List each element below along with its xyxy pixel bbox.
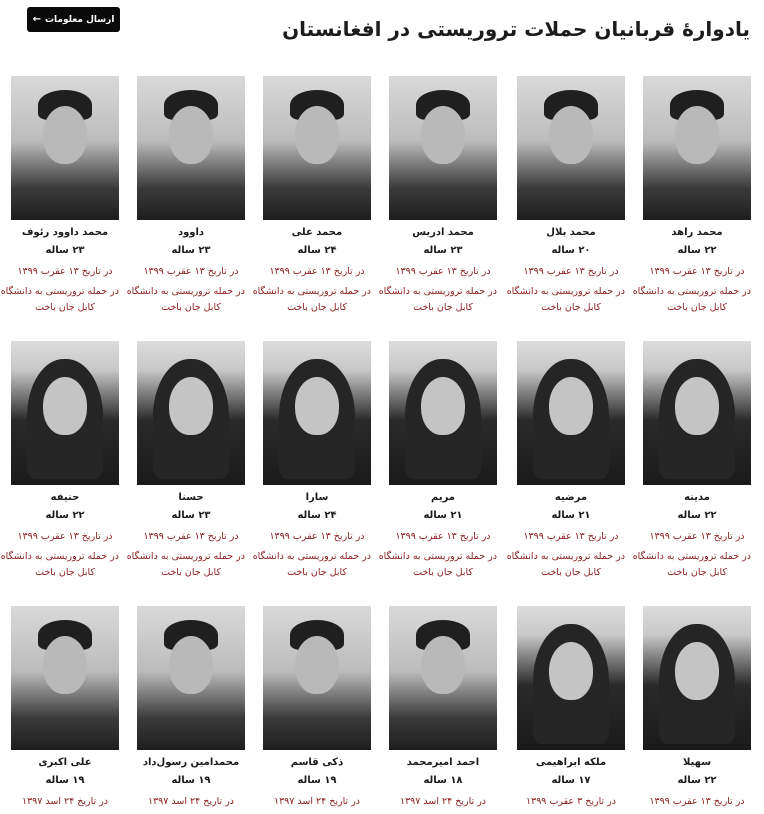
victim-name: احمد امیرمحمد <box>406 757 480 768</box>
victim-photo <box>263 76 371 220</box>
victim-name: محمد داوود رئوف <box>21 227 109 238</box>
victim-card[interactable] <box>252 76 371 316</box>
victim-age: ۱۹ ساله <box>45 775 85 786</box>
victim-card[interactable] <box>506 341 625 581</box>
victim-name: محمد بلال <box>546 227 596 238</box>
victim-photo <box>11 76 119 220</box>
arrow-left-icon: ← <box>32 13 41 25</box>
victim-description-line1: در حمله تروریستی به دانشگاه <box>632 551 751 562</box>
victim-date: در تاریخ ۱۳ عقرب ۱۳۹۹ <box>649 531 745 542</box>
victim-photo <box>517 606 625 750</box>
portrait-face-shape <box>421 106 465 164</box>
victim-description-line2: کابل جان باخت <box>35 567 95 578</box>
victim-description <box>378 284 497 316</box>
victim-description-line2: کابل جان باخت <box>541 567 601 578</box>
page-title: یادوارهٔ قربانیان حملات تروریستی در افغانستان <box>282 17 750 41</box>
victim-date: در تاریخ ۱۳ عقرب ۱۳۹۹ <box>269 531 365 542</box>
victim-description-line1: در حمله تروریستی به دانشگاه <box>126 551 245 562</box>
victim-photo <box>643 606 751 750</box>
victim-description <box>378 549 497 581</box>
victim-name: محمدامین رسول‌داد <box>142 757 240 768</box>
victim-card[interactable] <box>517 606 625 814</box>
victim-card[interactable] <box>643 606 751 814</box>
victim-description-line1: در حمله تروریستی به دانشگاه <box>252 286 371 297</box>
victim-description <box>126 284 245 316</box>
victim-photo <box>389 341 497 485</box>
portrait-face-shape <box>169 636 213 694</box>
victim-photo <box>389 76 497 220</box>
victim-name: مرضیه <box>554 492 588 503</box>
portrait-face-shape <box>421 636 465 694</box>
victim-photo <box>643 76 751 220</box>
victim-description <box>126 549 245 581</box>
portrait-face-shape <box>549 377 593 435</box>
victim-age: ۱۹ ساله <box>297 775 337 786</box>
victim-name: حسنا <box>178 492 204 503</box>
portrait-face-shape <box>169 106 213 164</box>
victim-description-line2: کابل جان باخت <box>161 567 221 578</box>
victim-card[interactable] <box>137 606 245 814</box>
victim-date: در تاریخ ۲۴ اسد ۱۳۹۷ <box>273 796 361 807</box>
victim-card[interactable] <box>263 606 371 814</box>
portrait-face-shape <box>549 642 593 700</box>
victim-description-line1: در حمله تروریستی به دانشگاه <box>252 551 371 562</box>
victim-description-line2: کابل جان باخت <box>667 302 727 313</box>
victim-card[interactable] <box>378 76 497 316</box>
victim-date: در تاریخ ۱۳ عقرب ۱۳۹۹ <box>523 266 619 277</box>
victim-card[interactable] <box>0 76 119 316</box>
victim-date: در تاریخ ۱۳ عقرب ۱۳۹۹ <box>649 796 745 807</box>
victim-date: در تاریخ ۲۴ اسد ۱۳۹۷ <box>21 796 109 807</box>
victim-description <box>0 549 119 581</box>
victim-age: ۲۲ ساله <box>677 245 717 256</box>
victim-description-line2: کابل جان باخت <box>35 302 95 313</box>
victim-age: ۲۰ ساله <box>551 245 591 256</box>
victim-name: علی اکبری <box>38 757 92 768</box>
victim-name: سارا <box>305 492 329 503</box>
victim-date: در تاریخ ۲۴ اسد ۱۳۹۷ <box>399 796 487 807</box>
victim-photo <box>263 606 371 750</box>
victim-description <box>632 284 751 316</box>
victim-age: ۲۱ ساله <box>423 510 463 521</box>
send-button-label: ارسال معلومات <box>45 14 115 25</box>
victim-name: محمد ادریس <box>412 227 474 238</box>
victim-date: در تاریخ ۳ عقرب ۱۳۹۹ <box>526 796 616 807</box>
victim-name: حنیفه <box>50 492 80 503</box>
victim-photo <box>263 341 371 485</box>
portrait-face-shape <box>549 106 593 164</box>
victim-photo <box>389 606 497 750</box>
victim-name: محمد راهد <box>671 227 723 238</box>
victim-description-line1: در حمله تروریستی به دانشگاه <box>506 286 625 297</box>
victim-card[interactable] <box>506 76 625 316</box>
victim-description-line1: در حمله تروریستی به دانشگاه <box>378 286 497 297</box>
victim-photo <box>137 606 245 750</box>
victim-description <box>506 549 625 581</box>
victim-age: ۱۷ ساله <box>551 775 591 786</box>
victim-name: محمد علی <box>291 227 343 238</box>
victim-description-line1: در حمله تروریستی به دانشگاه <box>0 286 119 297</box>
victim-age: ۲۳ ساله <box>423 245 463 256</box>
portrait-face-shape <box>43 636 87 694</box>
victim-date: در تاریخ ۱۳ عقرب ۱۳۹۹ <box>523 531 619 542</box>
victim-description-line2: کابل جان باخت <box>287 302 347 313</box>
portrait-face-shape <box>295 636 339 694</box>
victim-age: ۲۳ ساله <box>171 510 211 521</box>
portrait-face-shape <box>421 377 465 435</box>
victim-photo <box>11 606 119 750</box>
victim-age: ۲۴ ساله <box>297 245 337 256</box>
victim-description-line1: در حمله تروریستی به دانشگاه <box>378 551 497 562</box>
victim-name: داوود <box>177 227 205 238</box>
victim-card[interactable] <box>126 76 245 316</box>
victim-description-line2: کابل جان باخت <box>413 567 473 578</box>
victim-date: در تاریخ ۱۳ عقرب ۱۳۹۹ <box>143 531 239 542</box>
victim-description-line1: در حمله تروریستی به دانشگاه <box>506 551 625 562</box>
victim-description-line1: در حمله تروریستی به دانشگاه <box>126 286 245 297</box>
victim-card[interactable] <box>0 341 119 581</box>
victim-photo <box>137 341 245 485</box>
victim-age: ۲۱ ساله <box>551 510 591 521</box>
victim-name: سهیلا <box>682 757 712 768</box>
victim-date: در تاریخ ۱۳ عقرب ۱۳۹۹ <box>17 266 113 277</box>
victim-description-line2: کابل جان باخت <box>161 302 221 313</box>
victim-description-line1: در حمله تروریستی به دانشگاه <box>0 551 119 562</box>
victim-age: ۱۸ ساله <box>423 775 463 786</box>
victim-photo <box>11 341 119 485</box>
victim-card[interactable] <box>632 76 751 316</box>
victim-date: در تاریخ ۱۳ عقرب ۱۳۹۹ <box>269 266 365 277</box>
victim-description-line2: کابل جان باخت <box>287 567 347 578</box>
victim-description <box>252 549 371 581</box>
portrait-face-shape <box>675 642 719 700</box>
victim-description <box>0 284 119 316</box>
victim-photo <box>643 341 751 485</box>
portrait-face-shape <box>295 377 339 435</box>
portrait-face-shape <box>43 377 87 435</box>
victim-card[interactable] <box>252 341 371 581</box>
victim-card[interactable] <box>11 606 119 814</box>
victim-card[interactable] <box>389 606 497 814</box>
victim-date: در تاریخ ۲۴ اسد ۱۳۹۷ <box>147 796 235 807</box>
portrait-face-shape <box>295 106 339 164</box>
victim-age: ۲۴ ساله <box>297 510 337 521</box>
victim-card[interactable] <box>126 341 245 581</box>
victim-photo <box>517 341 625 485</box>
victim-name: ملکه ابراهیمی <box>535 757 607 768</box>
victim-card[interactable] <box>632 341 751 581</box>
victim-card[interactable] <box>378 341 497 581</box>
victim-description <box>632 549 751 581</box>
victim-age: ۲۳ ساله <box>171 245 211 256</box>
victim-description-line1: در حمله تروریستی به دانشگاه <box>632 286 751 297</box>
portrait-face-shape <box>675 377 719 435</box>
victim-date: در تاریخ ۱۳ عقرب ۱۳۹۹ <box>17 531 113 542</box>
victim-photo <box>137 76 245 220</box>
victim-photo <box>517 76 625 220</box>
victim-name: ذکی قاسم <box>290 757 344 768</box>
victim-age: ۲۲ ساله <box>677 775 717 786</box>
portrait-face-shape <box>43 106 87 164</box>
victim-description-line2: کابل جان باخت <box>413 302 473 313</box>
portrait-face-shape <box>169 377 213 435</box>
victim-age: ۲۲ ساله <box>677 510 717 521</box>
victim-description <box>506 284 625 316</box>
victim-age: ۲۲ ساله <box>45 510 85 521</box>
victim-description-line2: کابل جان باخت <box>667 567 727 578</box>
portrait-face-shape <box>675 106 719 164</box>
victim-date: در تاریخ ۱۳ عقرب ۱۳۹۹ <box>143 266 239 277</box>
victim-age: ۱۹ ساله <box>171 775 211 786</box>
victim-name: مدینه <box>684 492 710 503</box>
victim-date: در تاریخ ۱۳ عقرب ۱۳۹۹ <box>395 266 491 277</box>
victim-description <box>252 284 371 316</box>
victim-date: در تاریخ ۱۳ عقرب ۱۳۹۹ <box>395 531 491 542</box>
victim-name: مریم <box>430 492 455 503</box>
victim-age: ۲۳ ساله <box>45 245 85 256</box>
victim-description-line2: کابل جان باخت <box>541 302 601 313</box>
victim-date: در تاریخ ۱۳ عقرب ۱۳۹۹ <box>649 266 745 277</box>
